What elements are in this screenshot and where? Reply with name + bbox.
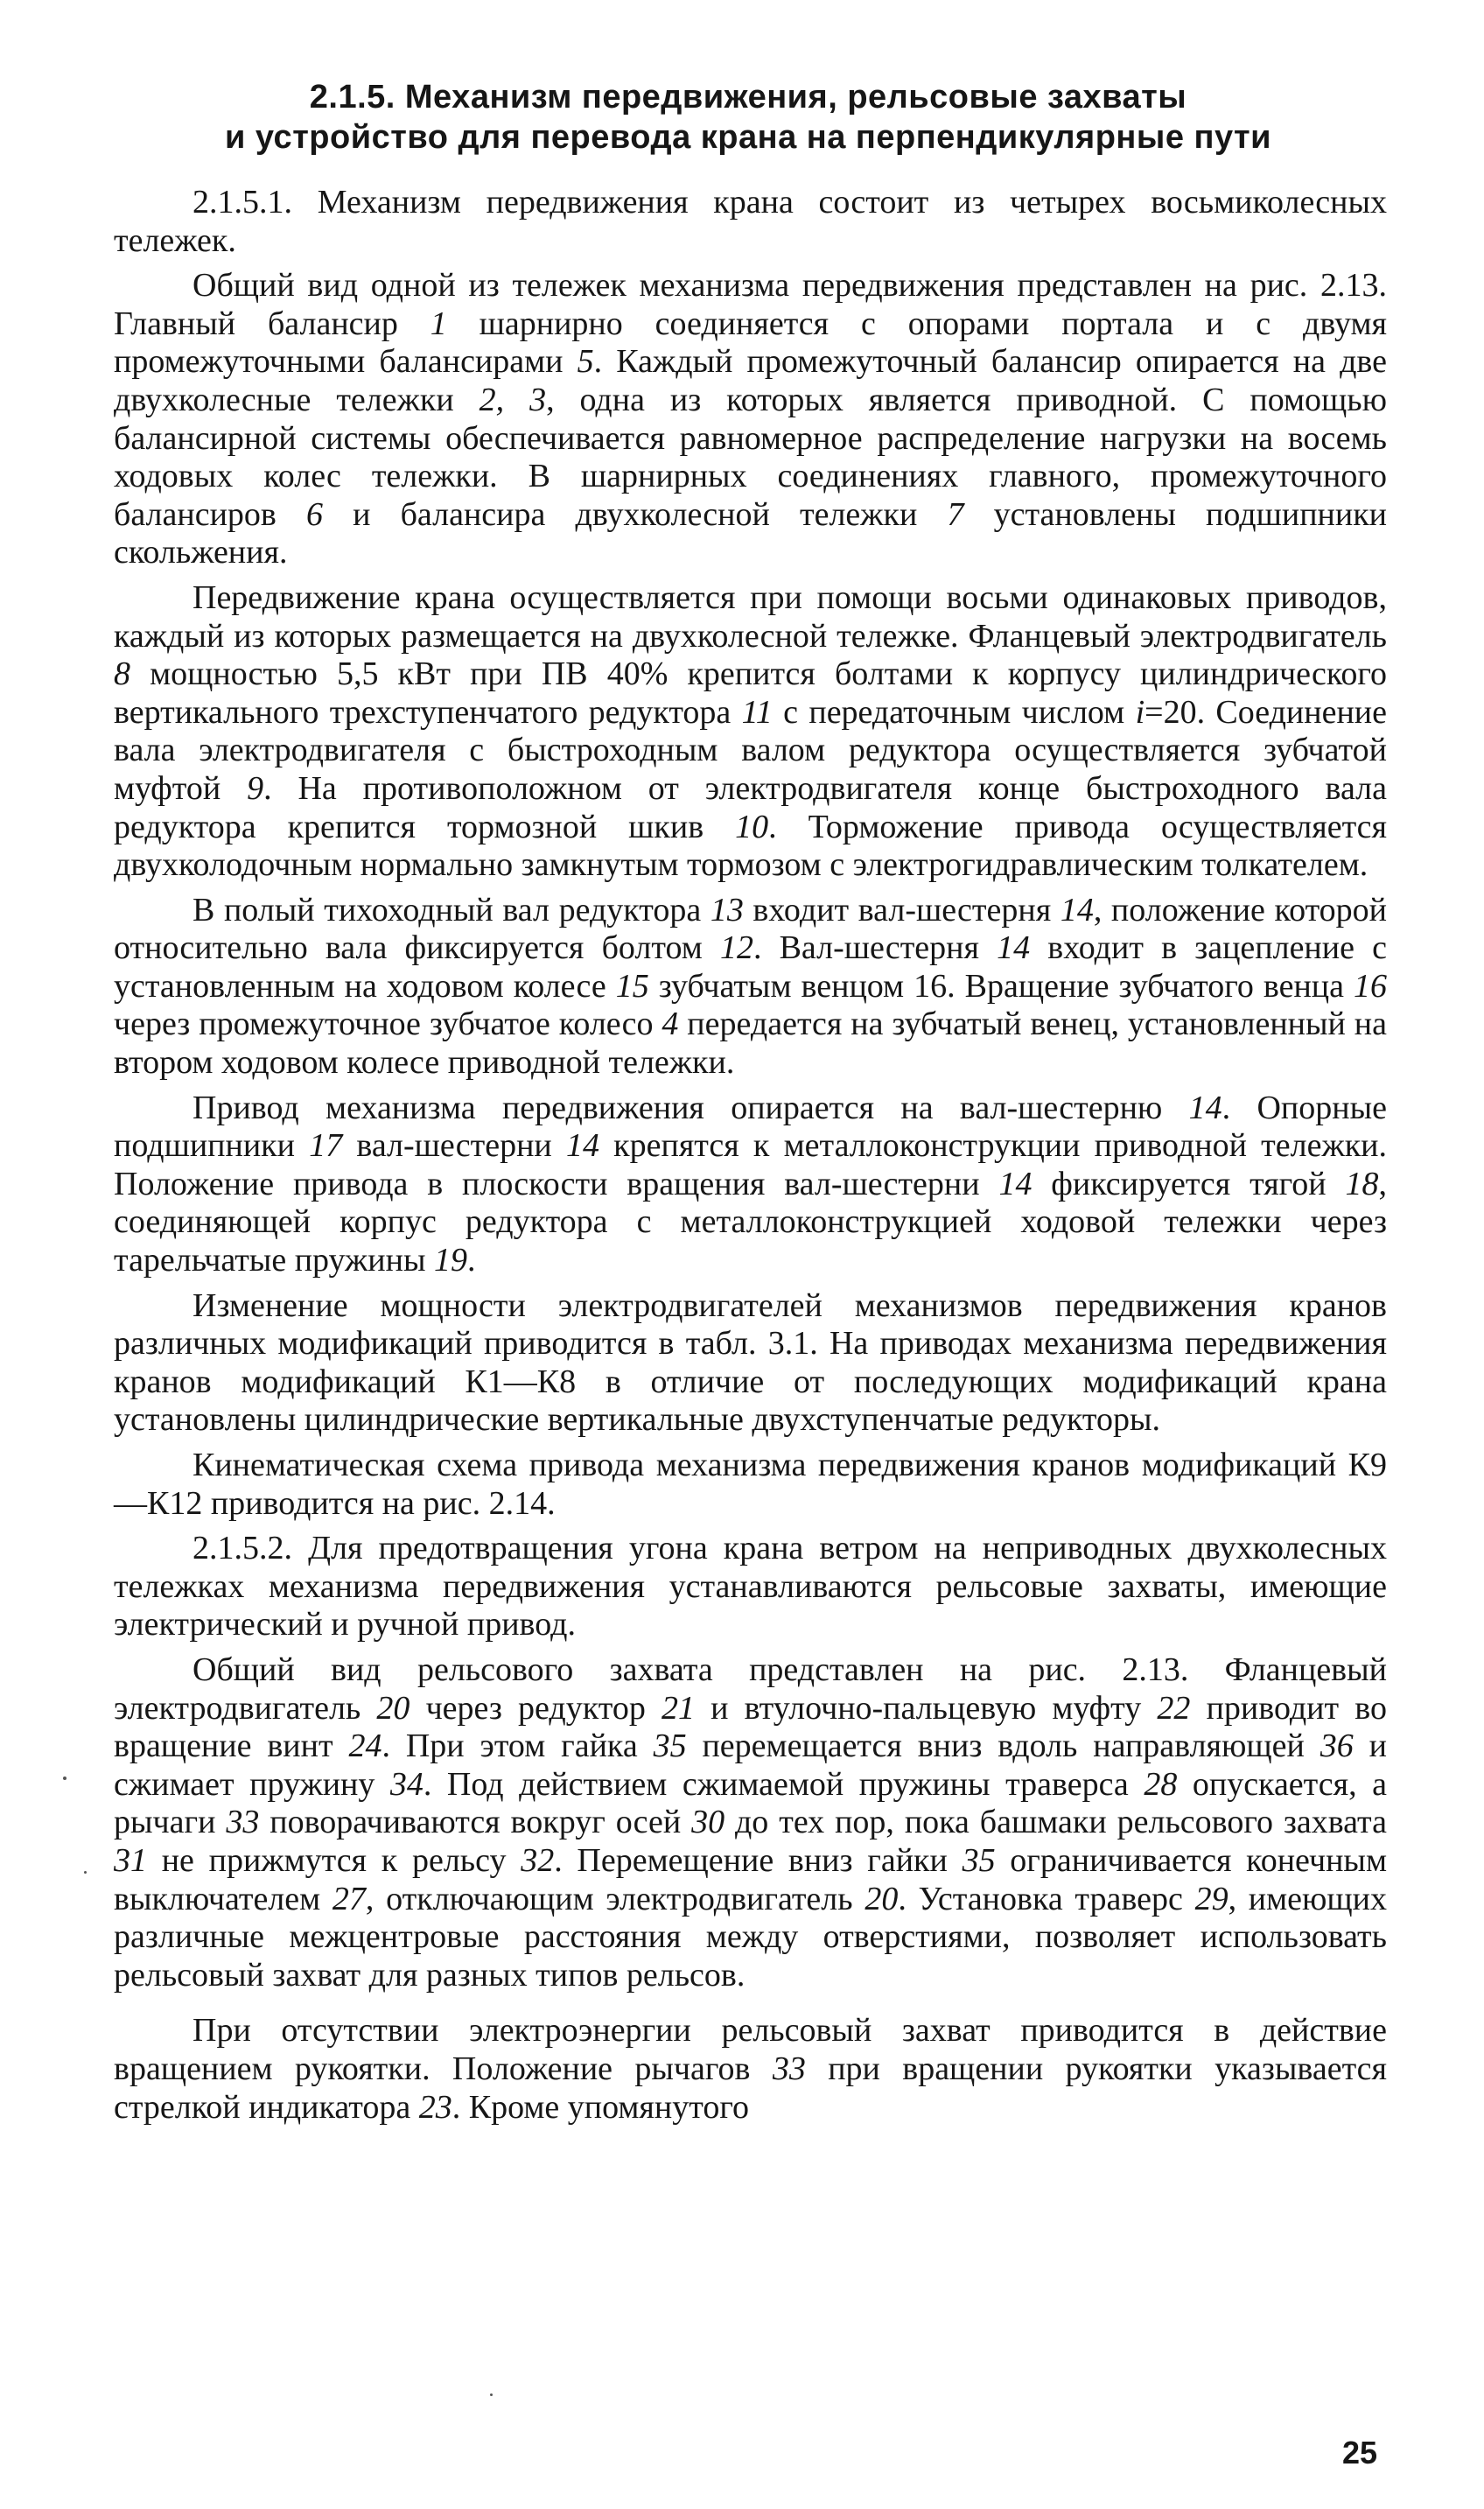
text-run: Изменение мощности электродвигателей механизмов передвижения кранов различных модификаций приводится в табл. 3.1. На приводах механизма передвижения кранов модификаций К1—К8 в отличие от последующих модификаций крана установлены цилиндрические вертикальные двухступенчатые редукторы. [114,1286,1387,1439]
paragraph [114,1651,1387,1994]
paragraph [114,579,1387,885]
text-run: . Опорные подшипники [114,1089,1387,1165]
paragraph [114,1530,1387,1644]
reference-numeral: 13 [710,891,744,929]
text-run: . Установка траверс [898,1880,1195,1917]
text-run: поворачиваются вокруг осей [259,1804,692,1841]
text-run: В полый тихоходный вал редуктора [192,891,710,929]
text-run: , положение которой относительно вала фиксируется болтом [114,891,1388,967]
text-run: и втулочно-пальцевую муфту [695,1689,1158,1727]
reference-numeral: 32 [521,1841,555,1879]
reference-numeral: 18 [1345,1165,1379,1202]
text-run: Кинематическая схема привода механизма передвижения кранов модификаций К9—К12 приводится на рис. 2.14. [114,1447,1387,1522]
paragraph [114,2012,1387,2127]
reference-numeral: 6 [305,495,323,533]
text-run: . Торможение привода осуществляется двухколодочным нормально замкнутым тормозом с электрогидравлическим толкателем. [114,808,1387,884]
section-title-line-1: 2.1.5. Механизм передвижения, рельсовые захваты [309,79,1187,116]
reference-numeral: 35 [962,1841,996,1879]
text-run: , имеющих различные межцентровые расстояния между отверстиями, позволяет использовать рельсовый захват для разных типов рельсов. [114,1880,1388,1994]
reference-numeral: 11 [741,693,773,731]
reference-numeral: 14 [998,1165,1032,1202]
reference-numeral: 14 [565,1127,599,1165]
reference-numeral: 30 [691,1804,725,1841]
reference-numeral: 29 [1194,1880,1228,1917]
text-run: . Под действием сжимаемой пружины траверса [423,1765,1144,1803]
section-heading [114,77,1382,158]
text-run: При отсутствии электроэнергии рельсовый захват приводится в действие вращением рукоятки. Положение рычагов [114,2012,1387,2087]
print-speck [84,1871,87,1874]
text-run: и сжимает пружину [114,1728,1388,1803]
text-run: до тех пор, пока башмаки рельсового захвата [724,1804,1387,1841]
text-run: Передвижение крана осуществляется при помощи восьми одинаковых приводов, каждый из которых размещается на двухколесной тележке. Фланцевый электродвигатель [114,578,1387,655]
reference-numeral: 20 [864,1880,899,1917]
text-run: , одна из которых является приводной. С помощью балансирной системы обеспечивается равномерное распределение нагрузки на восемь ходовых колес тележки. В шарнирных соединениях главного, промежуточного балансиров [114,381,1388,533]
reference-numeral: 12 [719,929,753,967]
text-run: установлены подшипники скольжения. [114,495,1387,571]
paragraph [114,1447,1387,1523]
reference-numeral: 35 [653,1728,687,1765]
paragraph [114,1287,1387,1440]
reference-numeral: 9 [247,769,264,807]
print-speck [490,2393,493,2396]
text-run: . Каждый промежуточный балансир опирается на две двухколесные тележки [114,343,1387,418]
page-body-text [114,184,1387,2127]
text-run: . Вал-шестерня [752,929,998,967]
text-run: . [467,1242,476,1279]
reference-numeral: i [1135,693,1145,731]
reference-numeral: 8 [114,655,130,693]
text-run: при вращении рукоятки указывается стрелкой индикатора [114,2050,1387,2126]
text-run: мощностью 5,5 кВт при ПВ 40% крепится болтами к корпусу цилиндрического вертикального трехступенчатого редуктора [114,655,1387,731]
reference-numeral: 31 [114,1841,147,1879]
reference-numeral: 2, 3 [479,381,547,418]
reference-numeral: 7 [947,495,964,533]
reference-numeral: 21 [662,1689,695,1727]
text-run: . Кроме упомянутого [452,2088,749,2126]
reference-numeral: 10 [735,808,769,845]
print-speck [63,1777,66,1780]
reference-numeral: 14 [1060,891,1094,929]
text-run: Общий вид рельсового захвата представлен на рис. 2.13. Фланцевый электродвигатель [114,1650,1387,1727]
reference-numeral: 14 [997,929,1031,967]
text-run: . Перемещение вниз гайки [554,1841,962,1879]
reference-numeral: 23 [418,2088,452,2126]
reference-numeral: 1 [430,305,447,342]
reference-numeral: 34 [389,1765,424,1803]
text-run: опускается, а рычаги [114,1765,1387,1841]
reference-numeral: 17 [309,1127,343,1165]
reference-numeral: 27 [332,1880,366,1917]
reference-numeral: 15 [615,967,649,1005]
section-title-line-2: и устройство для перевода крана на перпендикулярные пути [224,119,1272,156]
page-number: 25 [1341,2435,1377,2470]
text-run: , соединяющей корпус редуктора с металлоконструкцией ходовой тележки через тарельчатые пружины [114,1165,1387,1279]
text-run: не прижмутся к рельсу [147,1841,522,1879]
paragraph [114,267,1387,572]
text-run: Привод механизма передвижения опирается на вал-шестерню [192,1089,1189,1126]
reference-numeral: 19 [434,1242,467,1279]
reference-numeral: 22 [1157,1689,1191,1727]
text-run: крепятся к металлоконструкции приводной тележки. Положение привода в плоскости вращения вал-шестерни [114,1127,1388,1202]
text-run: с передаточным числом [772,693,1136,731]
reference-numeral: 14 [1188,1089,1222,1126]
text-run: шарнирно соединяется с опорами портала и с двумя промежуточными балансирами [114,305,1387,381]
text-run: зубчатым венцом 16. Вращение зубчатого венца [648,967,1354,1005]
reference-numeral: 33 [772,2050,806,2087]
paragraph [114,184,1387,260]
text-run: вал-шестерни [342,1127,566,1165]
text-run: перемещается вниз вдоль направляющей [686,1728,1320,1765]
text-run: 2.1.5.1. Механизм передвижения крана состоит из четырех восьмиколесных тележек. [114,184,1387,259]
text-run: =20. Соединение вала электродвигателя с быстроходным валом редуктора осуществляется зубчатой муфтой [114,693,1387,807]
reference-numeral: 5 [577,343,594,381]
text-run: фиксируется тягой [1032,1165,1346,1202]
reference-numeral: 20 [376,1689,410,1727]
text-run: передается на зубчатый венец, установленный на втором ходовом колесе приводной тележки. [114,1006,1388,1082]
reference-numeral: 36 [1320,1728,1354,1765]
reference-numeral: 4 [662,1006,679,1043]
text-run: Общий вид одной из тележек механизма передвижения представлен на рис. 2.13. Главный балансир [114,267,1387,342]
text-run: . При этом гайка [382,1728,654,1765]
text-run: ограничивается конечным выключателем [114,1841,1388,1917]
reference-numeral: 33 [226,1804,260,1841]
reference-numeral: 24 [348,1728,382,1765]
text-run: . На противоположном от электродвигателя конце быстроходного вала редуктора крепится тормозной шкив [114,769,1387,845]
text-run: через промежуточное зубчатое колесо [114,1006,662,1043]
paragraph [114,1090,1387,1280]
text-run: входит вал-шестерня [743,891,1060,929]
text-run: , отключающим электродвигатель [365,1880,865,1917]
reference-numeral: 28 [1144,1765,1178,1803]
paragraph [114,892,1387,1083]
text-run: входит в зацепление с установленным на ходовом колесе [114,929,1387,1005]
text-run: через редуктор [410,1689,662,1727]
text-run: 2.1.5.2. Для предотвращения угона крана ветром на неприводных двухколесных тележках механизма передвижения устанавливаются рельсовые захваты, имеющие электрический и ручной привод. [114,1530,1387,1643]
reference-numeral: 16 [1354,967,1387,1005]
text-run: приводит во вращение винт [114,1689,1387,1765]
text-run: и балансира двухколесной тележки [322,495,948,533]
